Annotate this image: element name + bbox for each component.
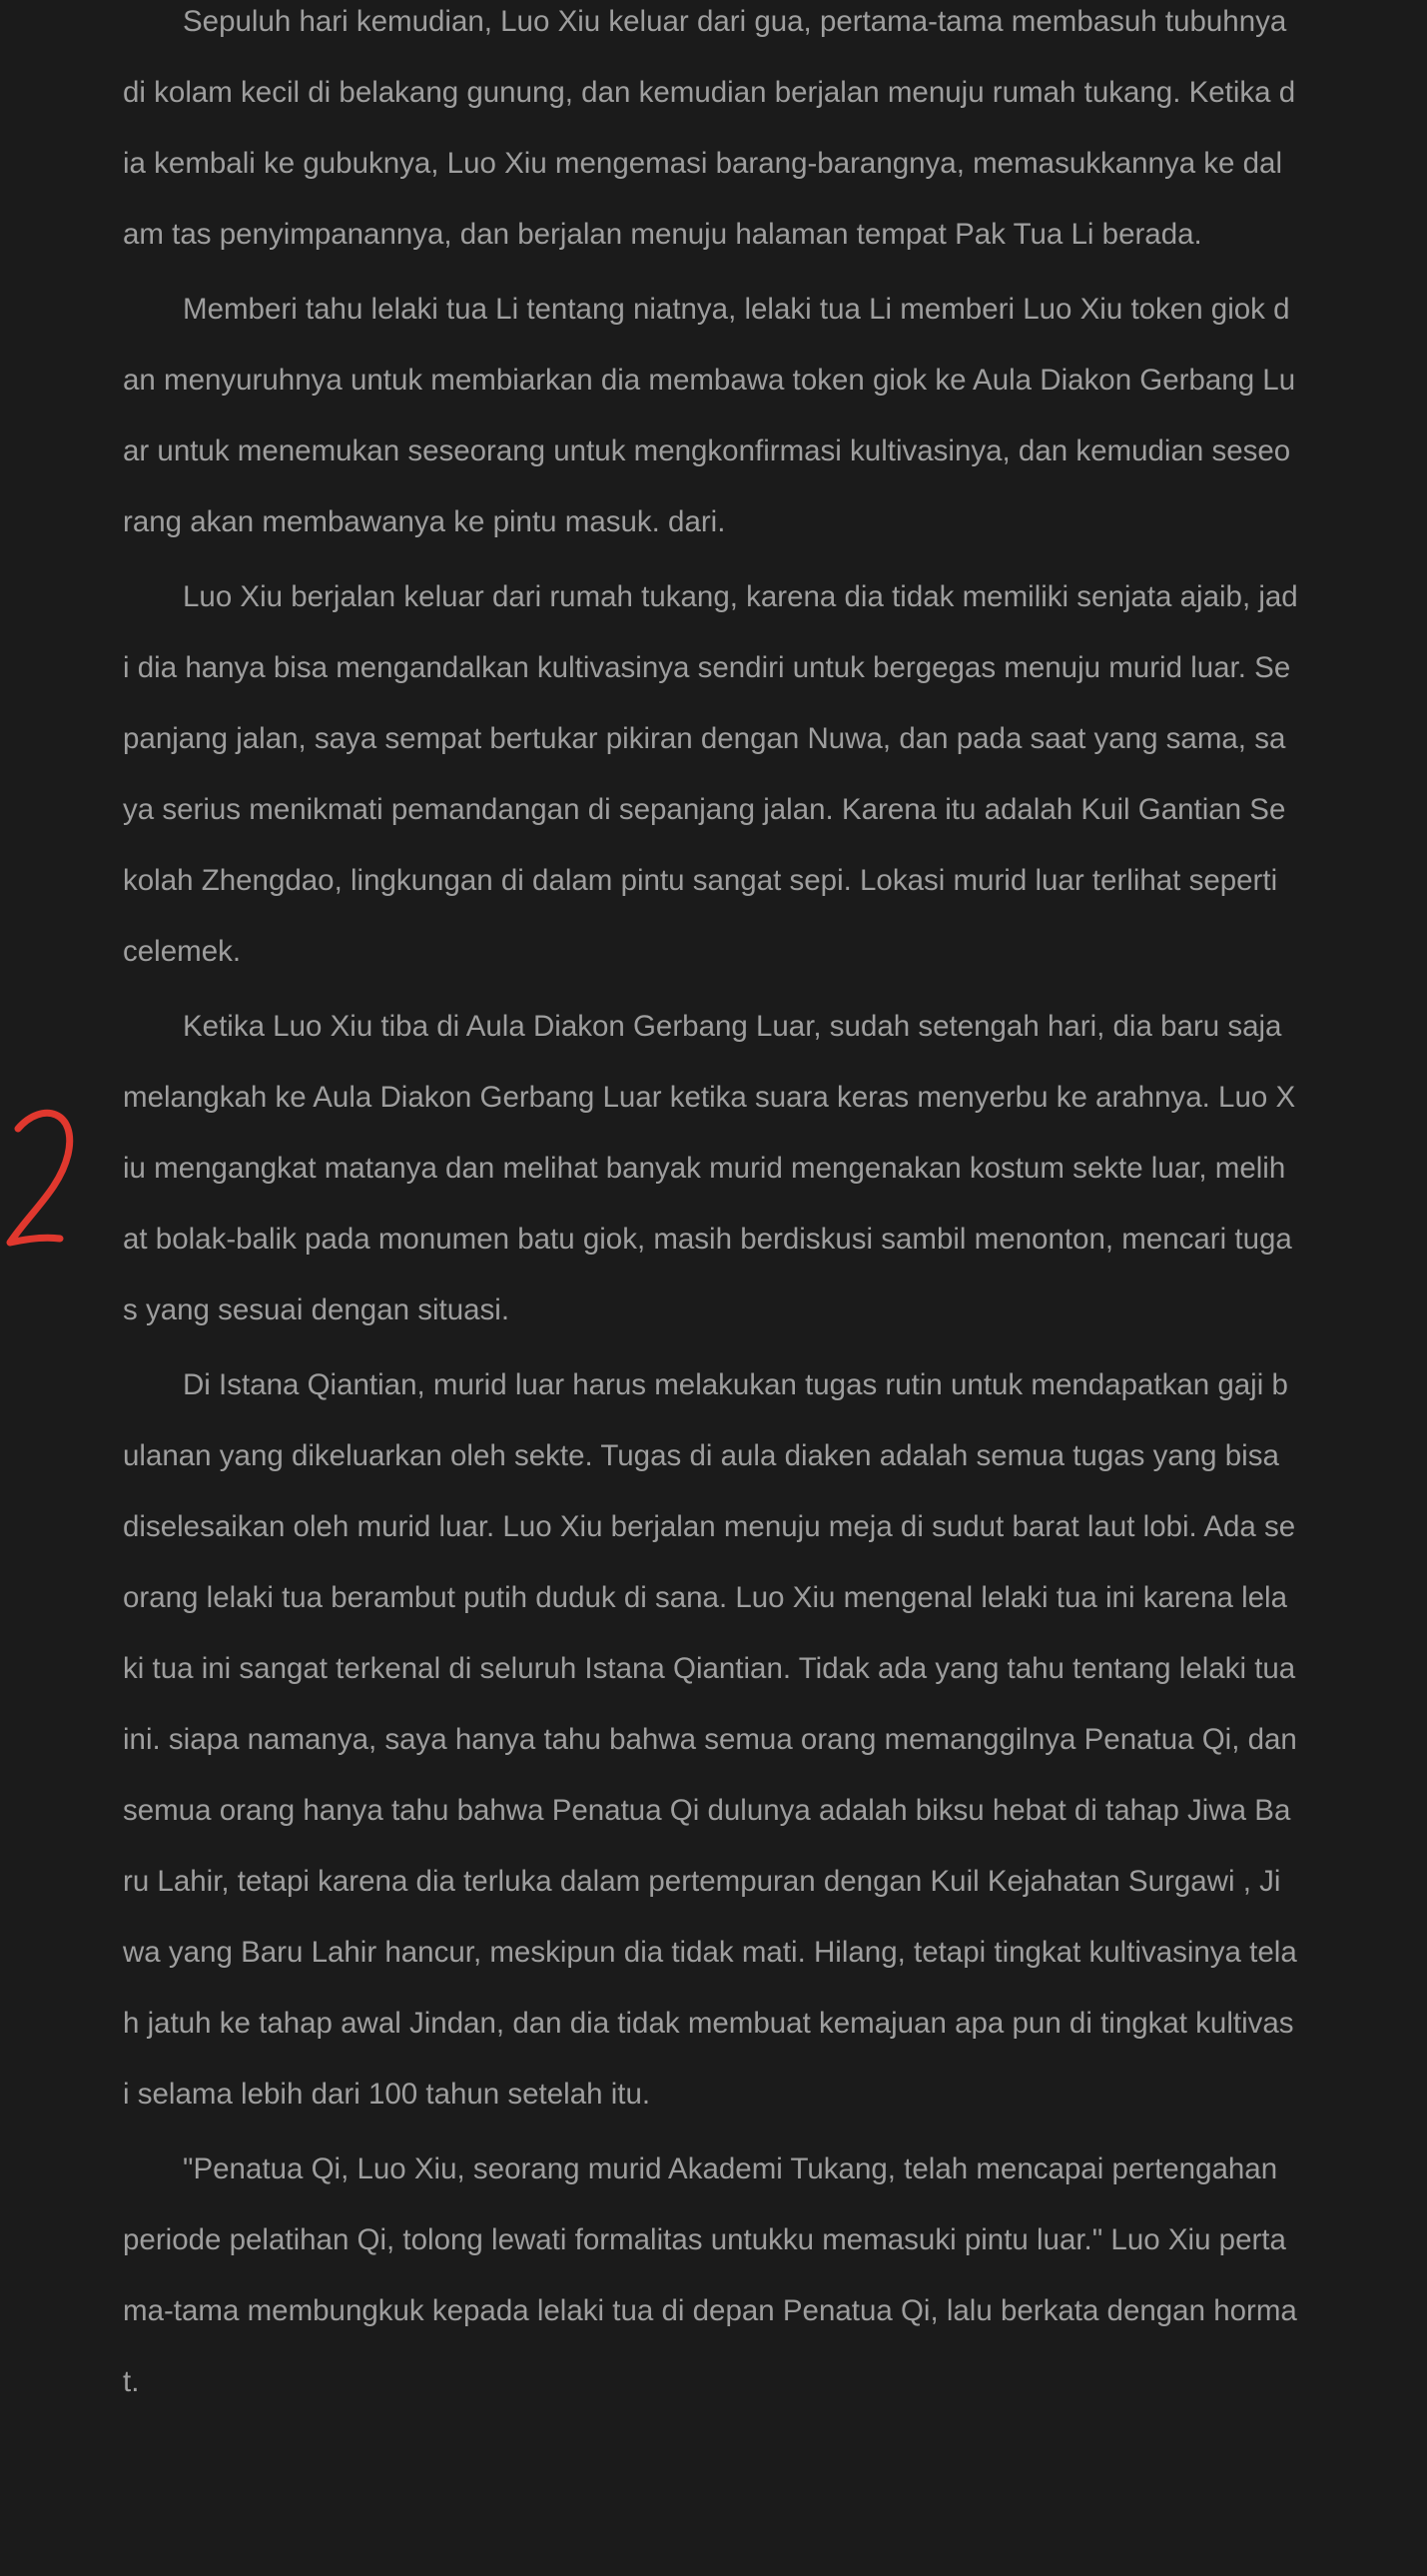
paragraph-6: "Penatua Qi, Luo Xiu, seorang murid Akademi Tukang, telah mencapai pertengahan periode pelatihan Qi, tolong lewati formalitas untukku memasuki pintu luar." Luo Xiu pertama-tama membungkuk kepada lelaki tua di depan Penatua Qi, lalu berkata dengan hormat. <box>123 2152 1297 2398</box>
paragraph-3: Luo Xiu berjalan keluar dari rumah tukang, karena dia tidak memiliki senjata ajaib, jadi dia hanya bisa mengandalkan kultivasinya sendiri untuk bergegas menuju murid luar. Sepanjang jalan, saya sempat bertukar pikiran dengan Nuwa, dan pada saat yang sama, saya serius menikmati pemandangan di sepanjang jalan. Karena itu adalah Kuil Gantian Sekolah Zhengdao, lingkungan di dalam pintu sangat sepi. Lokasi murid luar terlihat seperti celemek. <box>123 580 1298 968</box>
paragraph-5: Di Istana Qiantian, murid luar harus melakukan tugas rutin untuk mendapatkan gaji bulanan yang dikeluarkan oleh sekte. Tugas di aula diaken adalah semua tugas yang bisa diselesaikan oleh murid luar. Luo Xiu berjalan menuju meja di sudut barat laut lobi. Ada seorang lelaki tua berambut putih duduk di sana. Luo Xiu mengenal lelaki tua ini karena lelaki tua ini sangat terkenal di seluruh Istana Qiantian. Tidak ada yang tahu tentang lelaki tua ini. siapa namanya, saya hanya tahu bahwa semua orang memanggilnya Penatua Qi, dan semua orang hanya tahu bahwa Penatua Qi dulunya adalah biksu hebat di tahap Jiwa Baru Lahir, tetapi karena dia terluka dalam pertempuran dengan Kuil Kejahatan Surgawi , Jiwa yang Baru Lahir hancur, meskipun dia tidak mati. Hilang, tetapi tingkat kultivasinya telah jatuh ke tahap awal Jindan, dan dia tidak membuat kemajuan apa pun di tingkat kultivasi selama lebih dari 100 tahun setelah itu. <box>123 1368 1297 2111</box>
chapter-text <box>123 0 1298 2417</box>
paragraph-1: Sepuluh hari kemudian, Luo Xiu keluar dari gua, pertama-tama membasuh tubuhnya di kolam kecil di belakang gunung, dan kemudian berjalan menuju rumah tukang. Ketika dia kembali ke gubuknya, Luo Xiu mengemasi barang-barangnya, memasukkannya ke dalam tas penyimpanannya, dan berjalan menuju halaman tempat Pak Tua Li berada. <box>123 5 1296 251</box>
handwritten-page-marker <box>0 1097 84 1257</box>
paragraph-2: Memberi tahu lelaki tua Li tentang niatnya, lelaki tua Li memberi Luo Xiu token giok dan menyuruhnya untuk membiarkan dia membawa token giok ke Aula Diakon Gerbang Luar untuk menemukan seseorang untuk mengkonfirmasi kultivasinya, dan kemudian seseorang akan membawanya ke pintu masuk. dari. <box>123 293 1296 538</box>
paragraph-4: Ketika Luo Xiu tiba di Aula Diakon Gerbang Luar, sudah setengah hari, dia baru saja melangkah ke Aula Diakon Gerbang Luar ketika suara keras menyerbu ke arahnya. Luo Xiu mengangkat matanya dan melihat banyak murid mengenakan kostum sekte luar, melihat bolak-balik pada monumen batu giok, masih berdiskusi sambil menonton, mencari tugas yang sesuai dengan situasi. <box>123 1010 1296 1326</box>
